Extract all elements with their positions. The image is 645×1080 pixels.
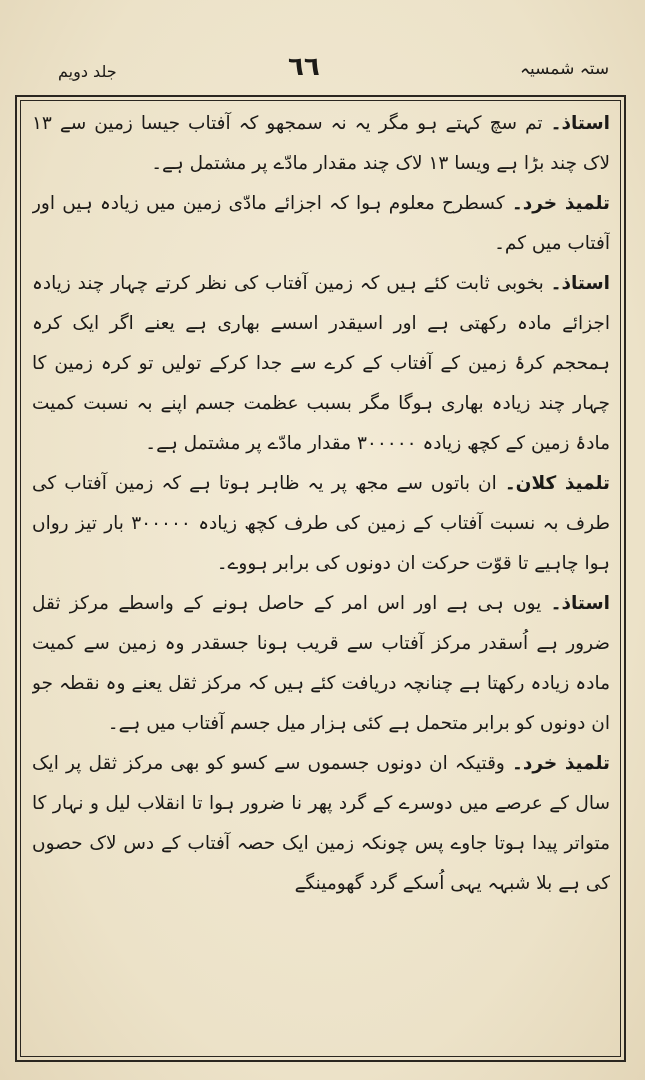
speaker-label: تلمیذ کلان۔: [504, 473, 610, 494]
speaker-label: استاذ۔: [550, 593, 610, 614]
paragraph: [32, 464, 610, 584]
page-number: ٦٦: [288, 52, 320, 82]
book-title: ستہ شمسیہ: [520, 59, 610, 79]
speaker-label: تلمیذ خرد۔: [511, 193, 610, 214]
paragraph: [32, 264, 610, 464]
paragraph-text: کسطرح معلوم ہوا کہ اجزائے مادّی زمین میں زیادہ ہیں اور آفتاب میں کم۔: [32, 193, 610, 254]
paragraph: [32, 584, 610, 744]
paragraph: [32, 184, 610, 264]
paragraph-text: یوں ہی ہے اور اس امر کے حاصل ہونے کے واسطے مرکز ثقل ضرور ہے اُسقدر مرکز آفتاب سے قریب ہونا جسقدر وہ زمین سے کمیت مادہ زیادہ رکھتا ہے چنانچہ دریافت کئے ہیں کہ مرکز ثقل یعنے وہ نقطہ جو ان دونوں کو برابر متحمل ہے کئی ہزار میل جسم آفتاب میں ہے۔: [32, 593, 610, 734]
paragraph-text: وقتیکہ ان دونوں جسموں سے کسو کو بھی مرکز ثقل پر ایک سال کے عرصے میں دوسرے کے گرد پھر نا ضرور ہوا تا انقلاب لیل و نہار کا متواتر پیدا ہوتا جاوے پس چونکہ زمین ایک حصہ آفتاب کے دس لاک حصوں کی ہے بلا شبہہ یہی اُسکے گرد گھومینگے: [32, 753, 610, 894]
speaker-label: تلمیذ خرد۔: [511, 753, 610, 774]
paragraph-text: ان باتوں سے مجھ پر یہ ظاہر ہوتا ہے کہ زمین آفتاب کی طرف بہ نسبت آفتاب کے زمین کی طرف کچھ زیادہ ۳۰۰۰۰۰ بار تیز رواں ہوا چاہیے تا قوّت حرکت ان دونوں کی برابر ہووے۔: [32, 473, 610, 574]
page-header: [0, 48, 645, 88]
paragraph-text: تم سچ کہتے ہو مگر یہ نہ سمجھو کہ آفتاب جیسا زمین سے ۱۳ لاک چند بڑا ہے ویسا ۱۳ لاک چند مقدار مادّے پر مشتمل ہے۔: [32, 113, 610, 174]
paragraph: [32, 104, 610, 184]
volume-label: جلد دویم: [58, 62, 117, 81]
dialogue-text: [32, 104, 610, 1034]
speaker-label: استاذ۔: [550, 273, 610, 294]
paragraph-text: بخوبی ثابت کئے ہیں کہ زمین آفتاب کی نظر کرتے چہار چند زیادہ اجزائے مادہ رکھتی ہے اور اسیقدر اسسے بھاری ہے یعنے اگر ایک کرہ ہمحجم کرۂ زمین کے آفتاب کے کرے سے جدا کرکے تولیں تو کرہ زمین کا چہار چند زیادہ بھاری ہوگا مگر بسبب عظمت جسم اپنے بہ نسبت کمیت مادۂ زمین کے کچھ زیادہ ۳۰۰۰۰۰ مقدار مادّے پر مشتمل ہے۔: [32, 273, 610, 454]
paragraph: [32, 744, 610, 904]
speaker-label: استاذ۔: [550, 113, 610, 134]
